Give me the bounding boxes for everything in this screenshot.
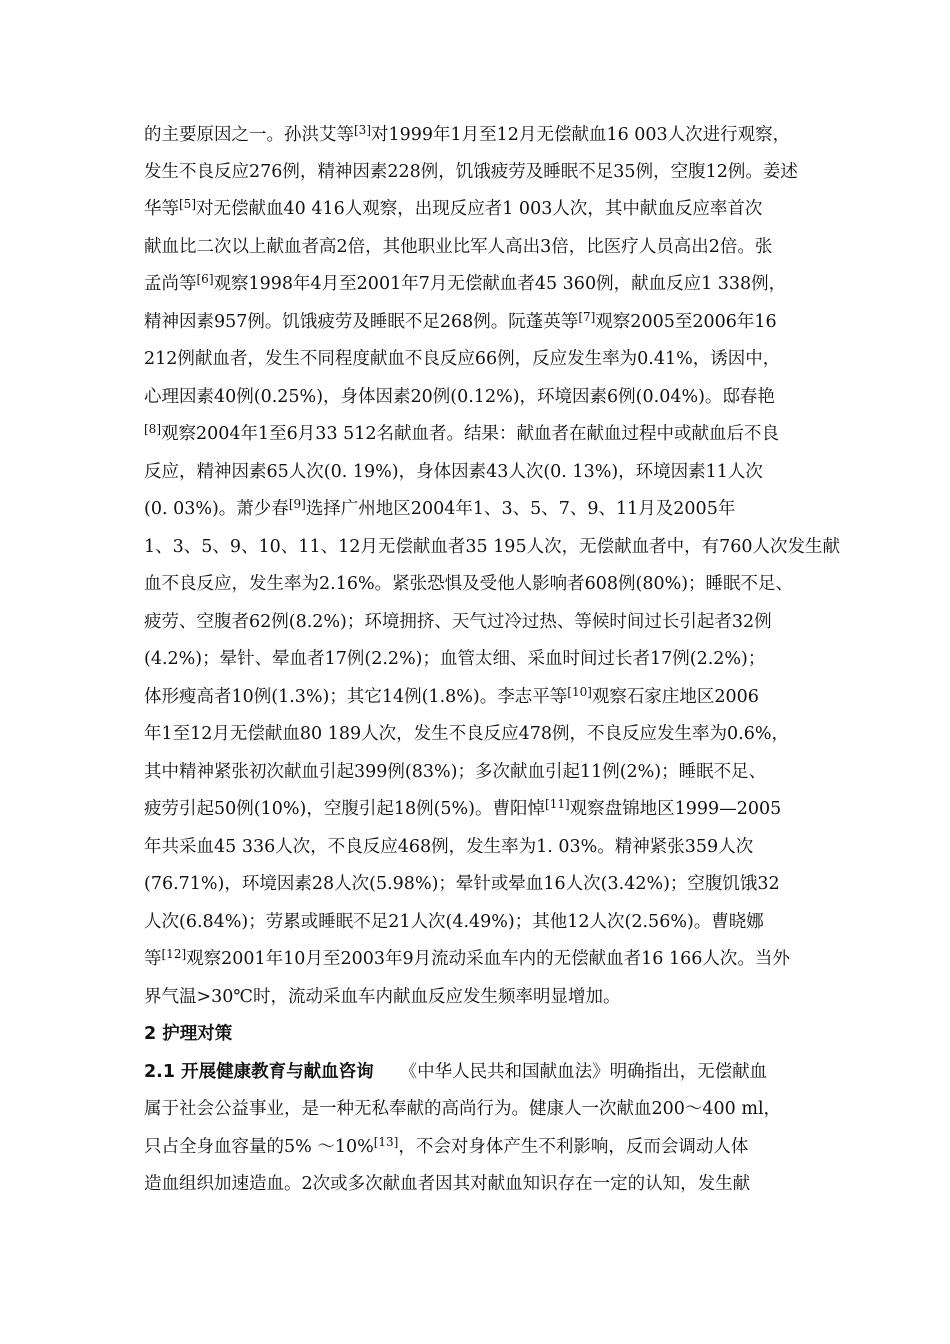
citation: [8] <box>144 422 161 436</box>
body-line: 华等[5]对无偿献血40 416人观察，出现反应者1 003人次，其中献血反应率首次 <box>144 197 763 219</box>
body-line: 发生不良反应276例，精神因素228例，饥饿疲劳及睡眠不足35例，空腹12例。姜述 <box>144 162 798 182</box>
citation: [10] <box>567 685 592 699</box>
body-line: 1、3、5、9、10、11、12月无偿献血者35 195人次，无偿献血者中，有760人次发生献 <box>144 537 840 557</box>
body-line: 年1至12月无偿献血80 189人次，发生不良反应478例，不良反应发生率为0.6%， <box>144 724 789 744</box>
body-line: (0. 03%)。萧少春[9]选择广州地区2004年1、3、5、7、9、11月及2005年 <box>144 497 736 519</box>
body-line: 的主要原因之一。孙洪艾等[3]对1999年1月至12月无偿献血16 003人次进行观察， <box>144 123 791 145</box>
body-line: 年共采血45 336人次，不良反应468例，发生率为1. 03%。精神紧张359人次 <box>144 837 754 857</box>
citation: [13] <box>373 1135 399 1149</box>
body-line: 孟尚等[6]观察1998年4月至2001年7月无偿献血者45 360例，献血反应1 338例， <box>144 272 787 294</box>
body-line: 界气温>30℃时，流动采血车内献血反应发生频率明显增加。 <box>144 987 621 1007</box>
body-line: 反应，精神因素65人次(0. 19%)，身体因素43人次(0. 13%)，环境因素11人次 <box>144 462 763 482</box>
citation: [11] <box>545 797 570 811</box>
citation: [3] <box>354 123 371 137</box>
body-line: 体形瘦高者10例(1.3%)；其它14例(1.8%)。李志平等[10]观察石家庄地区2006 <box>144 685 759 707</box>
body-line: 人次(6.84%)；劳累或睡眠不足21人次(4.49%)；其他12人次(2.56%)。曹晓娜 <box>144 912 764 932</box>
body-line: 等[12]观察2001年10月至2003年9月流动采血车内的无偿献血者16 166人次。当外 <box>144 947 790 969</box>
subsection-line <box>144 1061 767 1083</box>
body-line: 疲劳、空腹者62例(8.2%)；环境拥挤、天气过冷过热、等候时间过长引起者32例 <box>144 612 772 632</box>
citation: [9] <box>288 497 306 511</box>
section-heading: 2 护理对策 <box>144 1024 233 1044</box>
citation: [5] <box>179 197 196 211</box>
body-line: (76.71%)，环境因素28人次(5.98%)；晕针或晕血16人次(3.42%)；空腹饥饿32 <box>144 874 780 894</box>
citation: [6] <box>196 272 214 286</box>
body-line: 疲劳引起50例(10%)，空腹引起18例(5%)。曹阳悼[11]观察盘锦地区1999—2005 <box>144 797 782 819</box>
body-line: [8]观察2004年1至6月33 512名献血者。结果：献血者在献血过程中或献血后不良 <box>144 422 780 444</box>
citation: [7] <box>578 310 596 324</box>
body-line: 献血比二次以上献血者高2倍，其他职业比军人高出3倍，比医疗人员高出2倍。张 <box>144 237 773 257</box>
body-line: 属于社会公益事业，是一种无私奉献的高尚行为。健康人一次献血200～400 ml， <box>144 1099 782 1119</box>
body-line: 血不良反应，发生率为2.16%。紧张恐惧及受他人影响者608例(80%)；睡眠不足、 <box>144 574 794 594</box>
body-line: 只占全身血容量的5% ～10%[13]，不会对身体产生不利影响，反而会调动人体 <box>144 1135 749 1157</box>
subsection-text: 《中华人民共和国献血法》明确指出，无偿献血 <box>399 1062 768 1082</box>
body-line: 212例献血者，发生不同程度献血不良反应66例，反应发生率为0.41%，诱因中， <box>144 349 781 369</box>
subsection-title: 2.1 开展健康教育与献血咨询 <box>144 1062 374 1082</box>
body-line: 其中精神紧张初次献血引起399例(83%)；多次献血引起11例(2%)；睡眠不足、 <box>144 762 767 782</box>
citation: [12] <box>161 947 187 961</box>
body-line: 造血组织加速造血。2次或多次献血者因其对献血知识存在一定的认知，发生献 <box>144 1174 751 1194</box>
body-line: (4.2%)；晕针、晕血者17例(2.2%)；血管太细、采血时间过长者17例(2.2%)； <box>144 649 766 669</box>
body-line: 精神因素957例。饥饿疲劳及睡眠不足268例。阮蓬英等[7]观察2005至2006年16 <box>144 310 777 332</box>
body-line: 心理因素40例(0.25%)，身体因素20例(0.12%)，环境因素6例(0.04%)。邸春艳 <box>144 387 775 407</box>
